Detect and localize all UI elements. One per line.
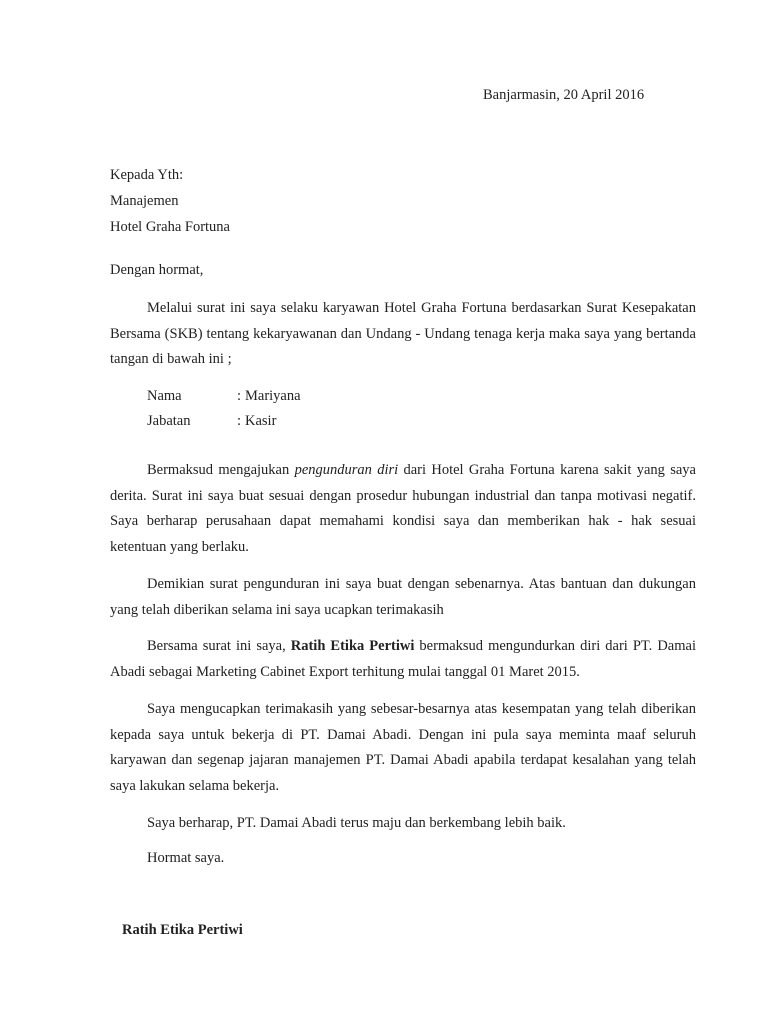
text-run: dari Hotel Graha Fortuna karena sakit yang saya derita. Surat ini saya buat sesuai dengan prosedur hubungan industrial dan tanpa motivasi negatif. Saya berharap perusahaan dapat memahami kondisi saya dan memberikan hak - hak sesuai ketentuan yang berlaku. xyxy=(110,462,696,555)
recipient-line: Kepada Yth: xyxy=(110,167,184,183)
identity-label: Jabatan xyxy=(147,413,191,429)
bold-name: Ratih Etika Pertiwi xyxy=(290,638,415,654)
closing: Hormat saya. xyxy=(147,850,225,866)
text-run: Bermaksud mengajukan xyxy=(147,462,295,478)
identity-position-row xyxy=(147,409,276,434)
paragraph-intro: Melalui surat ini saya selaku karyawan Hotel Graha Fortuna berdasarkan Surat Kesepakatan Bersama (SKB) tentang kekaryawanan dan Undang - Undang tenaga kerja maka saya yang bertanda tangan di bawah ini ; xyxy=(110,300,696,367)
text-run: Bersama surat ini saya, xyxy=(147,638,291,654)
identity-separator: : xyxy=(237,388,242,404)
greeting: Dengan hormat, xyxy=(110,262,204,278)
text-run: bermaksud mengundurkan diri dari PT. Damai Abadi sebagai Marketing Cabinet Export terhitung mulai tanggal 01 Maret 2015. xyxy=(110,638,696,680)
recipient-line: Hotel Graha Fortuna xyxy=(110,219,230,235)
italic-text: pengunduran diri xyxy=(294,462,399,478)
identity-value: Kasir xyxy=(245,413,277,429)
identity-label: Nama xyxy=(147,388,182,404)
paragraph-hope: Saya berharap, PT. Damai Abadi terus maju dan berkembang lebih baik. xyxy=(147,815,566,831)
recipient-block xyxy=(110,162,230,240)
recipient-line: Manajemen xyxy=(110,193,179,209)
signature-name: Ratih Etika Pertiwi xyxy=(122,922,243,938)
identity-separator: : xyxy=(237,413,242,429)
paragraph-resignation xyxy=(110,458,696,560)
paragraph-statement: Demikian surat pengunduran ini saya buat dengan sebenarnya. Atas bantuan dan dukungan yang telah diberikan selama ini saya ucapkan terimakasih xyxy=(110,576,696,618)
paragraph-thanks: Saya mengucapkan terimakasih yang sebesar-besarnya atas kesempatan yang telah diberikan kepada saya untuk bekerja di PT. Damai Abadi. Dengan ini pula saya meminta maaf seluruh karyawan dan segenap jajaran manajemen PT. Damai Abadi apabila terdapat kesalahan yang telah saya lakukan selama bekerja. xyxy=(110,701,696,794)
identity-value: Mariyana xyxy=(245,388,301,404)
paragraph-company xyxy=(110,634,696,685)
identity-name-row xyxy=(147,384,301,409)
letter-date: Banjarmasin, 20 April 2016 xyxy=(483,87,645,103)
